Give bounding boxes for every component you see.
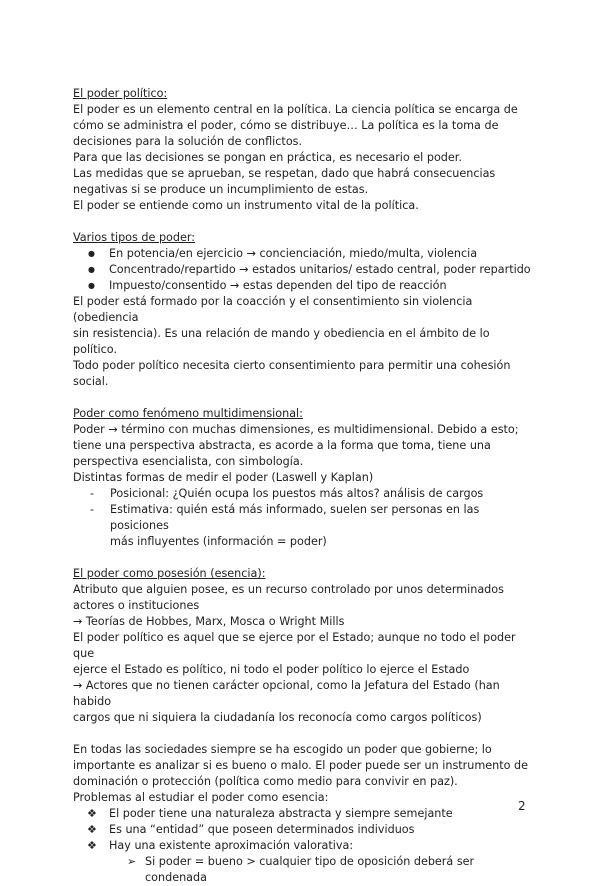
- paragraph-line: → Actores que no tienen carácter opcional, como la Jefatura del Estado (han habido: [73, 679, 500, 708]
- paragraph-line: Todo poder político necesita cierto consentimiento para permitir una cohesión: [73, 359, 511, 372]
- paragraph-line: tiene una perspectiva abstracta, es acorde a la forma que toma, tiene una: [73, 439, 491, 452]
- paragraph-line: Distintas formas de medir el poder (Laswell y Kaplan): [73, 471, 374, 484]
- paragraph-line: Atributo que alguien posee, es un recurso controlado por unos determinados: [73, 583, 504, 596]
- section-tipos-de-poder: [73, 230, 533, 390]
- list-item-continuation: más influyentes (información = poder): [110, 535, 327, 548]
- diamond-list: [73, 806, 533, 854]
- list-item: ❖ Hay una existente aproximación valorativa:: [73, 838, 533, 854]
- paragraph-line: perspectiva esencialista, con simbología.: [73, 455, 304, 468]
- paragraph-line: Las medidas que se aprueban, se respetan, dado que habrá consecuencias: [73, 167, 496, 180]
- section-multidimensional: [73, 406, 533, 550]
- paragraph-line: dominación o protección (política como medio para convivir en paz).: [73, 775, 458, 788]
- list-item: ● En potencia/en ejercicio → concienciación, miedo/multa, violencia: [73, 246, 533, 262]
- list-item: - Estimativa: quién está más informado, suelen ser personas en las posiciones: [73, 502, 533, 534]
- paragraph-line: social.: [73, 375, 109, 388]
- section-heading: El poder político:: [73, 87, 168, 100]
- list-item: ● Impuesto/consentido → estas dependen del tipo de reacción: [73, 278, 533, 294]
- paragraph-line: Problemas al estudiar el poder como esencia:: [73, 791, 329, 804]
- section-sociedades: [73, 742, 533, 886]
- bullet-list: [73, 246, 533, 294]
- paragraph-line: cargos que ni siquiera la ciudadanía los reconocía como cargos políticos): [73, 711, 482, 724]
- section-heading: Varios tipos de poder:: [73, 231, 196, 244]
- list-item: - Posicional: ¿Quién ocupa los puestos más altos? análisis de cargos: [73, 486, 533, 502]
- list-item: ❖ El poder tiene una naturaleza abstracta y siempre semejante: [73, 806, 533, 822]
- paragraph-line: ejerce el Estado es político, ni todo el poder político lo ejerce el Estado: [73, 663, 470, 676]
- paragraph-line: Poder → término con muchas dimensiones, es multidimensional. Debido a esto;: [73, 423, 519, 436]
- paragraph-line: En todas las sociedades siempre se ha escogido un poder que gobierne; lo: [73, 743, 492, 756]
- list-item: ● Concentrado/repartido → estados unitarios/ estado central, poder repartido: [73, 262, 533, 278]
- section-poder-politico: [73, 86, 533, 214]
- paragraph-line: El poder se entiende como un instrumento vital de la política.: [73, 199, 419, 212]
- paragraph-line: El poder es un elemento central en la política. La ciencia política se encarga de: [73, 103, 518, 116]
- page-content: [73, 86, 533, 886]
- paragraph-line: El poder político es aquel que se ejerce por el Estado; aunque no todo el poder que: [73, 631, 516, 660]
- section-posesion: [73, 566, 533, 726]
- paragraph-line: decisiones para la solución de conflictos.: [73, 135, 303, 148]
- paragraph-line: sin resistencia). Es una relación de mando y obediencia en el ámbito de lo político.: [73, 327, 490, 356]
- paragraph-line: actores o instituciones: [73, 599, 200, 612]
- list-item: ❖ Es una “entidad” que poseen determinados individuos: [73, 822, 533, 838]
- paragraph-line: → Teorías de Hobbes, Marx, Mosca o Wright Mills: [73, 615, 345, 628]
- paragraph-line: Para que las decisiones se pongan en práctica, es necesario el poder.: [73, 151, 462, 164]
- dash-list: [73, 486, 533, 534]
- list-item: ➢ Si poder = bueno > cualquier tipo de oposición deberá ser condenada: [73, 854, 533, 886]
- section-heading: El poder como posesión (esencia):: [73, 567, 266, 580]
- paragraph-line: cómo se administra el poder, cómo se distribuye… La política es la toma de: [73, 119, 499, 132]
- paragraph-line: El poder está formado por la coacción y el consentimiento sin violencia (obediencia: [73, 295, 473, 324]
- page-number: 2: [518, 799, 526, 813]
- paragraph-line: importante es analizar si es bueno o malo. El poder puede ser un instrumento de: [73, 759, 529, 772]
- arrow-list: [73, 854, 533, 886]
- paragraph-line: negativas si se produce un incumplimiento de estas.: [73, 183, 369, 196]
- section-heading: Poder como fenómeno multidimensional:: [73, 407, 303, 420]
